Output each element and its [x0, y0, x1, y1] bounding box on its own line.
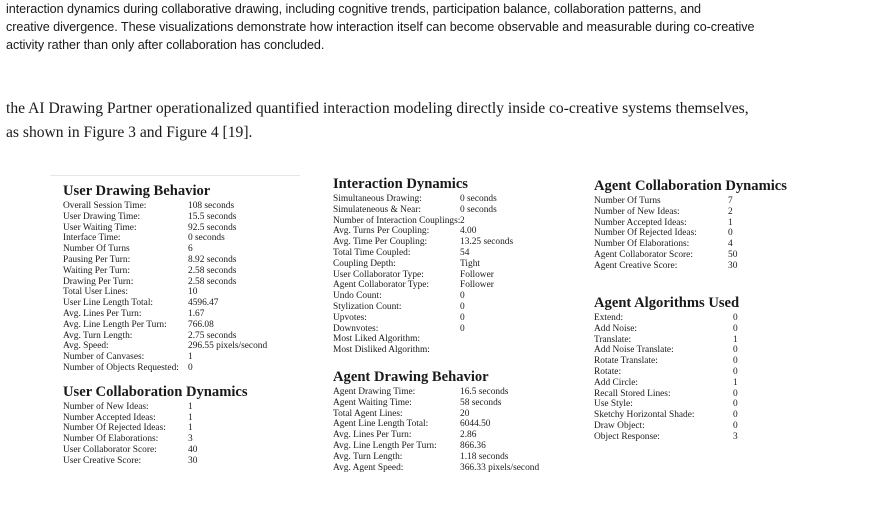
stat-row — [594, 367, 739, 378]
stat-row — [594, 345, 739, 356]
stat-value: 766.08 — [188, 319, 214, 330]
stat-value: 0 — [460, 301, 465, 312]
stat-value: 1.18 seconds — [460, 451, 509, 462]
stat-label: Avg. Agent Speed: — [333, 462, 404, 473]
stats-list — [594, 313, 739, 443]
stat-label: Total User Lines: — [63, 287, 128, 298]
stat-value: 0 — [733, 345, 738, 356]
panel-title: Interaction Dynamics — [333, 176, 468, 192]
stats-list — [333, 387, 539, 473]
stat-label: Recall Stored Lines: — [594, 388, 671, 399]
stat-label: Number of Objects Requested: — [63, 362, 179, 373]
stat-row — [594, 378, 739, 389]
stat-label: Agent Waiting Time: — [333, 397, 412, 408]
stat-label: Total Agent Lines: — [333, 408, 403, 419]
stat-label: Rotate Translate: — [594, 356, 658, 367]
stat-row — [594, 196, 787, 207]
stat-row — [63, 445, 267, 456]
stat-row — [63, 223, 267, 234]
caption-line: activity rather than only after collaboration has concluded. — [6, 38, 325, 52]
stat-label: User Drawing Time: — [63, 211, 141, 222]
agent-algorithms-panel — [594, 295, 739, 443]
stat-value: 0 — [460, 291, 465, 302]
stat-row — [594, 389, 739, 400]
stat-label: Avg. Turn Length: — [333, 451, 403, 462]
stat-row — [333, 387, 539, 398]
stat-row — [63, 277, 267, 288]
stats-list — [333, 194, 539, 356]
stat-value: 0 — [188, 362, 193, 373]
stat-row — [594, 239, 787, 250]
stat-label: Total Time Coupled: — [333, 247, 411, 258]
caption-line: interaction dynamics during collaborative drawing, including cognitive trends, participation balance, collaboration patterns, and — [6, 2, 702, 16]
stat-row — [63, 287, 267, 298]
stat-value: 1.67 — [188, 308, 205, 319]
stat-value: 0 — [460, 323, 465, 334]
stat-value: 1 — [188, 412, 193, 423]
stat-value: 1 — [733, 377, 738, 388]
stat-label: User Collaborator Score: — [63, 444, 157, 455]
panel-title: User Collaboration Dynamics — [63, 383, 248, 400]
stat-value: 58 seconds — [460, 397, 502, 408]
stat-value: 0 — [733, 410, 738, 421]
stat-label: Number Of Elaborations: — [63, 434, 159, 445]
panel-title: Agent Drawing Behavior — [333, 368, 489, 385]
stats-list — [63, 402, 267, 467]
stat-row — [333, 216, 539, 227]
stat-row — [594, 228, 787, 239]
stat-label: User Collaborator Type: — [333, 269, 424, 280]
stat-label: Undo Count: — [333, 291, 382, 302]
figure-caption-tail — [6, 0, 868, 54]
stat-row — [594, 207, 787, 218]
stat-label: User Waiting Time: — [63, 222, 137, 233]
stat-row — [333, 302, 539, 313]
stat-value: 108 seconds — [188, 201, 235, 211]
stat-value: 2.86 — [460, 430, 477, 441]
stat-row — [333, 324, 539, 335]
stat-value: 0 — [733, 420, 738, 431]
stat-label: Avg. Turn Length: — [63, 330, 133, 341]
stat-value: 13.25 seconds — [460, 237, 514, 248]
stat-row — [63, 255, 267, 266]
stat-label: Avg. Speed: — [63, 341, 109, 352]
agent-collaboration-dynamics-panel — [594, 178, 787, 272]
stat-value: 4.00 — [460, 226, 477, 237]
stat-row — [594, 356, 739, 367]
stat-value: 866.36 — [460, 440, 486, 451]
stat-row — [333, 345, 539, 356]
stat-label: Number of Interaction Couplings: — [333, 215, 461, 226]
stat-row — [63, 244, 267, 255]
stat-row — [594, 218, 787, 229]
stat-label: Agent Creative Score: — [594, 260, 678, 271]
stat-label: Translate: — [594, 334, 632, 345]
stat-label: Coupling Depth: — [333, 258, 396, 269]
stat-label: Agent Collaborator Score: — [594, 249, 693, 260]
stat-value: 2.75 seconds — [188, 330, 237, 341]
stat-value: Follower — [460, 269, 494, 280]
stat-value: 0 — [733, 388, 738, 399]
stat-row — [594, 250, 787, 261]
stat-label: Waiting Per Turn: — [63, 265, 130, 276]
stat-value: 30 — [728, 260, 738, 271]
stat-value: 6 — [188, 244, 193, 255]
stat-value: 1 — [728, 217, 733, 228]
stat-value: 20 — [460, 408, 470, 419]
stat-value: 0 — [728, 228, 733, 239]
stat-row — [63, 212, 267, 223]
stat-label: Number Accepted Ideas: — [63, 412, 156, 423]
stat-label: User Creative Score: — [63, 455, 142, 466]
stats-list — [63, 201, 267, 374]
stat-value: 1 — [188, 423, 193, 434]
stat-label: Downvotes: — [333, 323, 379, 334]
stat-label: Number Of Turns — [594, 196, 661, 206]
stat-value: 92.5 seconds — [188, 222, 237, 233]
stat-label: Number Of Rejected Ideas: — [594, 228, 697, 239]
stat-label: Stylization Count: — [333, 301, 402, 312]
stat-value: 10 — [188, 287, 198, 298]
stat-value: 3 — [188, 434, 193, 445]
stat-value: 1 — [733, 334, 738, 345]
stat-label: Avg. Line Length Per Turn: — [333, 440, 437, 451]
stat-label: Simultaneous Drawing: — [333, 194, 422, 204]
stat-row — [333, 441, 539, 452]
stat-row — [333, 419, 539, 430]
stat-row — [63, 298, 267, 309]
stat-row — [333, 194, 539, 205]
stat-label: Add Noise: — [594, 323, 637, 334]
stat-row — [63, 309, 267, 320]
panel-title: User Drawing Behavior — [63, 183, 211, 199]
stat-row — [333, 237, 539, 248]
stat-label: Object Response: — [594, 431, 660, 442]
stat-label: Overall Session Time: — [63, 201, 147, 211]
stat-row — [333, 398, 539, 409]
stat-row — [594, 313, 739, 324]
caption-line: creative divergence. These visualizations demonstrate how interaction itself can become observable and measurable during co-creative — [6, 20, 755, 34]
stat-value: Follower — [460, 280, 494, 291]
stat-value: 2.58 seconds — [188, 276, 237, 287]
stat-row — [63, 456, 267, 467]
stat-value: 0 seconds — [460, 204, 497, 215]
stat-label: Most Disliked Algorithm: — [333, 345, 430, 356]
stat-row — [63, 352, 267, 363]
stat-row — [594, 261, 787, 272]
stat-row — [63, 341, 267, 352]
stat-row — [594, 421, 739, 432]
stat-value: 4 — [728, 239, 733, 250]
stat-value: 16.5 seconds — [460, 386, 509, 397]
stat-row — [63, 266, 267, 277]
stat-row — [333, 280, 539, 291]
stat-value: 3 — [733, 431, 738, 442]
figure-divider — [50, 175, 300, 176]
stat-row — [333, 463, 539, 474]
stat-label: Avg. Lines Per Turn: — [63, 308, 142, 319]
stat-value: 0 seconds — [460, 194, 497, 204]
stat-label: Number Accepted Ideas: — [594, 217, 687, 228]
stat-row — [63, 434, 267, 445]
stat-row — [333, 226, 539, 237]
stat-value: 30 — [188, 455, 198, 466]
user-drawing-behavior-panel — [63, 183, 267, 467]
stat-row — [63, 233, 267, 244]
stat-value: 0 — [733, 356, 738, 367]
stat-label: Number of New Ideas: — [63, 401, 149, 412]
stat-label: Number of Canvases: — [63, 352, 145, 363]
stat-value: 2 — [728, 206, 733, 217]
stat-row — [333, 334, 539, 345]
stat-value: 54 — [460, 247, 470, 258]
stat-row — [63, 331, 267, 342]
stat-value: 2 — [460, 215, 465, 226]
stat-row — [63, 363, 267, 374]
stat-value: 0 — [733, 399, 738, 410]
body-line: the AI Drawing Partner operationalized quantified interaction modeling directly inside co-creative systems themselves, — [6, 100, 749, 117]
stat-row — [333, 452, 539, 463]
stat-value: 1 — [188, 352, 193, 363]
stat-label: User Line Length Total: — [63, 298, 154, 309]
stats-list — [594, 196, 787, 272]
stat-row — [333, 248, 539, 259]
stat-label: Add Noise Translate: — [594, 345, 674, 356]
stat-row — [333, 409, 539, 420]
stat-value: 15.5 seconds — [188, 211, 237, 222]
stat-value: 2.58 seconds — [188, 265, 237, 276]
stat-row — [594, 410, 739, 421]
panel-title: Agent Collaboration Dynamics — [594, 178, 787, 194]
stat-value: 296.55 pixels/second — [188, 341, 268, 352]
stat-row — [63, 402, 267, 413]
stat-label: Avg. Lines Per Turn: — [333, 430, 412, 441]
stat-value: 366.33 pixels/second — [460, 462, 540, 473]
stat-label: Add Circle: — [594, 377, 639, 388]
stat-value: 1 — [188, 401, 193, 412]
stat-value: 40 — [188, 444, 198, 455]
stat-value: 8.92 seconds — [188, 254, 237, 265]
stat-label: Drawing Per Turn: — [63, 276, 134, 287]
stat-value: Tight — [460, 258, 480, 269]
stat-label: Number of New Ideas: — [594, 206, 680, 217]
stat-label: Upvotes: — [333, 312, 367, 323]
stat-label: Number Of Rejected Ideas: — [63, 423, 166, 434]
stat-value: 50 — [728, 249, 738, 260]
stat-row — [594, 399, 739, 410]
stat-label: Simulateneous & Near: — [333, 204, 422, 215]
stat-label: Use Style: — [594, 399, 633, 410]
stat-label: Agent Drawing Time: — [333, 386, 416, 397]
stat-row — [594, 324, 739, 335]
stat-label: Avg. Time Per Coupling: — [333, 237, 428, 248]
stat-label: Extend: — [594, 313, 624, 323]
stat-row — [63, 320, 267, 331]
stat-value: 7 — [728, 196, 733, 206]
stat-value: 0 — [460, 312, 465, 323]
stat-label: Agent Collaborator Type: — [333, 280, 430, 291]
stat-row — [333, 270, 539, 281]
stat-row — [594, 432, 739, 443]
stat-row — [333, 313, 539, 324]
stat-value: 0 seconds — [188, 233, 225, 244]
panel-title: Agent Algorithms Used — [594, 295, 740, 311]
stat-value: 0 — [733, 323, 738, 334]
stat-label: Avg. Turns Per Coupling: — [333, 226, 430, 237]
stat-label: Agent Line Length Total: — [333, 419, 429, 430]
stat-row — [333, 205, 539, 216]
stat-row — [63, 413, 267, 424]
stat-label: Number Of Elaborations: — [594, 239, 690, 250]
interaction-dynamics-panel — [333, 176, 539, 473]
stat-label: Rotate: — [594, 366, 622, 377]
stat-label: Interface Time: — [63, 233, 121, 244]
stat-value: 4596.47 — [188, 298, 219, 309]
body-line: as shown in Figure 3 and Figure 4 [19]. — [6, 123, 253, 141]
stat-value: 6044.50 — [460, 419, 491, 430]
stat-row — [333, 291, 539, 302]
stat-row — [63, 201, 267, 212]
stat-label: Pausing Per Turn: — [63, 254, 131, 265]
stat-row — [333, 430, 539, 441]
stat-label: Sketchy Horizontal Shade: — [594, 410, 695, 421]
stat-label: Avg. Line Length Per Turn: — [63, 319, 167, 330]
stat-label: Draw Object: — [594, 420, 645, 431]
stat-row — [333, 259, 539, 270]
stat-value: 0 — [733, 366, 738, 377]
stat-label: Number Of Turns — [63, 244, 130, 255]
stat-row — [63, 423, 267, 434]
stat-label: Most Liked Algorithm: — [333, 334, 420, 345]
stat-row — [594, 335, 739, 346]
stat-value: 0 — [733, 313, 738, 323]
body-paragraph — [6, 97, 868, 144]
